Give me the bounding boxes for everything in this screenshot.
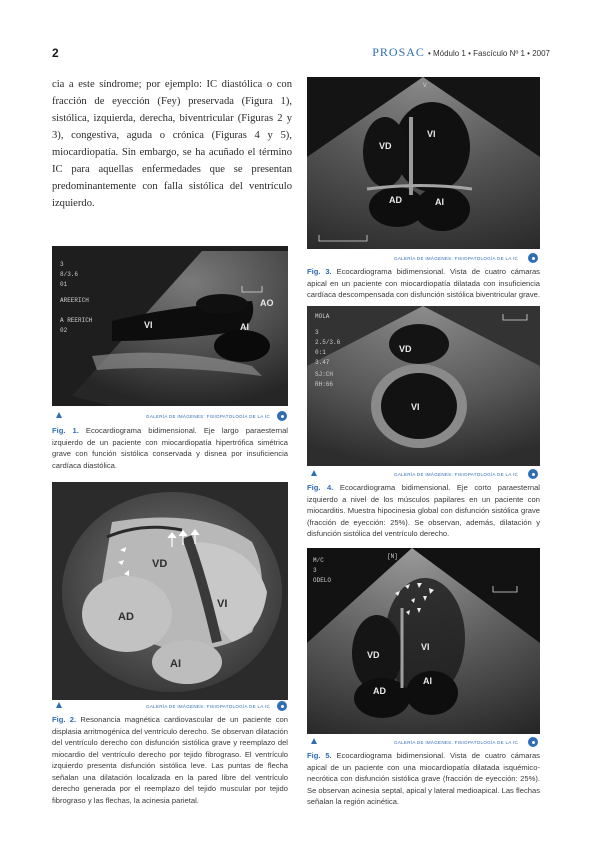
fig3-label-vd: VD bbox=[379, 141, 392, 151]
fig4-label-vd: VD bbox=[399, 344, 412, 354]
svg-text:02: 02 bbox=[60, 327, 68, 334]
svg-text:ODELO: ODELO bbox=[313, 577, 332, 584]
fig5-label-vd: VD bbox=[367, 650, 380, 660]
fig2-label-vd: VD bbox=[152, 558, 168, 570]
svg-text:0:1: 0:1 bbox=[315, 349, 326, 356]
fig3-label-ai: AI bbox=[435, 197, 444, 207]
figure-5-marker bbox=[311, 738, 317, 744]
svg-text:01: 01 bbox=[60, 281, 68, 288]
issue-info: • Módulo 1 • Fascículo Nº 1 • 2007 bbox=[427, 49, 550, 58]
figure-1-label: Fig. 1. bbox=[52, 426, 79, 435]
figure-3-image bbox=[307, 77, 540, 249]
figure-5-caption-text: Ecocardiograma bidimensional. Vista de cuatro cámaras apical de un paciente con una miocardiopatía dilatada isquémico-necrótica con disfunción sistólica grave (fracción de eyección: 25%). Se observan acinesia septal, apical y lateral medioapical. Las flechas señalan la región acinética. bbox=[307, 751, 541, 806]
figure-5-label: Fig. 5. bbox=[307, 751, 332, 760]
figure-1-credit-icon bbox=[277, 411, 287, 421]
svg-text:MOLA: MOLA bbox=[315, 313, 330, 320]
figure-4-credit-icon bbox=[528, 469, 538, 479]
fig5-label-ad: AD bbox=[373, 686, 386, 696]
figure-2-credit: GALERÍA DE IMÁGENES: FISIOPATOLOGÍA DE LA IC bbox=[146, 704, 270, 709]
figure-4-credit: GALERÍA DE IMÁGENES: FISIOPATOLOGÍA DE LA IC bbox=[394, 472, 518, 477]
fig3-label-ad: AD bbox=[389, 195, 402, 205]
figure-4-caption bbox=[307, 482, 540, 540]
fig4-label-vi: VI bbox=[411, 402, 420, 412]
figure-2-marker bbox=[56, 702, 62, 708]
page-number: 2 bbox=[52, 46, 59, 60]
figure-2-caption-text: Resonancia magnética cardiovascular de un paciente con displasia arritmogénica del ventrículo derecho. Se observan dilatación del ventrículo derecho con disfunción sistólica grave y reemplazo del miocardio del ventrículo derecho por tejido fibrograso. El ventrículo izquierdo presenta disfunción sistólica leve. Las puntas de flecha señalan una dilatación localizada en la pared libre del ventrículo derecho generada por el reemplazo del tejido muscular por tejido fibrograso y las flechas, la acinesia parietal. bbox=[52, 715, 288, 805]
figure-4-label: Fig. 4. bbox=[307, 483, 334, 492]
fig1-label-ao: AO bbox=[260, 298, 274, 308]
svg-text:3: 3 bbox=[313, 567, 317, 574]
figure-1-marker bbox=[56, 412, 62, 418]
fig5-label-ai: AI bbox=[423, 676, 432, 686]
fig3-label-vi: VI bbox=[427, 129, 436, 139]
svg-text:A REERICH: A REERICH bbox=[60, 317, 93, 324]
journal-logo: PROSAC bbox=[372, 45, 425, 59]
figure-3-credit: GALERÍA DE IMÁGENES: FISIOPATOLOGÍA DE LA IC bbox=[394, 256, 518, 261]
figure-2-image bbox=[52, 482, 288, 700]
figure-2-label: Fig. 2. bbox=[52, 715, 77, 724]
svg-text:V: V bbox=[423, 82, 427, 89]
figure-3-label: Fig. 3. bbox=[307, 267, 332, 276]
figure-2-credit-icon bbox=[277, 701, 287, 711]
figure-4-caption-text: Ecocardiograma bidimensional. Eje corto paraesternal izquierdo a nivel de los músculos papilares en un paciente con miocarditis. Muestra hipocinesia global con disfunción sistólica grave (fracción de eyección: 25%). Se observan, además, dilatación y disfunción sistólica del ventrículo derecho. bbox=[307, 483, 540, 538]
fig1-label-ai: AI bbox=[240, 322, 249, 332]
figure-5-caption bbox=[307, 750, 540, 808]
fig2-label-ad: AD bbox=[118, 611, 134, 623]
figure-1-credit: GALERÍA DE IMÁGENES: FISIOPATOLOGÍA DE LA IC bbox=[146, 414, 270, 419]
figure-2-caption bbox=[52, 714, 288, 806]
svg-text:M/C: M/C bbox=[313, 557, 324, 564]
figure-1-caption-text: Ecocardiograma bidimensional. Eje largo paraesternal izquierdo de un paciente con miocardiopatía hipertrófica simétrica grave con función sistólica conservada y disnea por insuficiencia cardíaca diastólica. bbox=[52, 426, 288, 470]
svg-text:AREERICH: AREERICH bbox=[60, 297, 89, 304]
figure-1-image bbox=[52, 246, 288, 406]
svg-text:3: 3 bbox=[60, 261, 64, 268]
fig2-label-vi: VI bbox=[217, 598, 228, 610]
figure-4-marker bbox=[311, 470, 317, 476]
body-paragraph: cia a este síndrome; por ejemplo: IC diastólica o con fracción de eyección (Fey) preservada (Figura 1), sistólica, izquierda, derecha, biventricular (Figuras 2 y 3), congestiva, aguda o crónica (Figuras 4 y 5), miocardiopatía. Sin embargo, se ha acuñado el término IC para aquellas enfermedades que se presentan predominantemente con falla sistólica del ventrículo izquierdo. bbox=[52, 79, 292, 209]
svg-text:[N]: [N] bbox=[387, 553, 398, 560]
running-header bbox=[372, 45, 550, 60]
fig1-label-vi: VI bbox=[144, 320, 153, 330]
svg-text:RH:66: RH:66 bbox=[315, 381, 334, 388]
svg-text:8/3.6: 8/3.6 bbox=[60, 271, 79, 278]
figure-5-credit-icon bbox=[528, 737, 538, 747]
svg-text:3: 3 bbox=[315, 329, 319, 336]
figure-4-image bbox=[307, 306, 540, 466]
figure-5-credit: GALERÍA DE IMÁGENES: FISIOPATOLOGÍA DE LA IC bbox=[394, 740, 518, 745]
figure-5-image bbox=[307, 548, 540, 734]
fig5-label-vi: VI bbox=[421, 642, 430, 652]
svg-text:3.47: 3.47 bbox=[315, 359, 330, 366]
figure-3-caption bbox=[307, 266, 540, 301]
figure-1-caption bbox=[52, 425, 288, 471]
svg-text:SJ:CH: SJ:CH bbox=[315, 371, 334, 378]
fig2-label-ai: AI bbox=[170, 658, 181, 670]
figure-3-caption-text: Ecocardiograma bidimensional. Vista de cuatro cámaras apical en un paciente con miocardiopatía dilatada con insuficiencia cardíaca descompensada con disfunción sistólica biventricular grave. bbox=[307, 267, 540, 299]
svg-text:2.5/3.6: 2.5/3.6 bbox=[315, 339, 341, 346]
figure-3-credit-icon bbox=[528, 253, 538, 263]
